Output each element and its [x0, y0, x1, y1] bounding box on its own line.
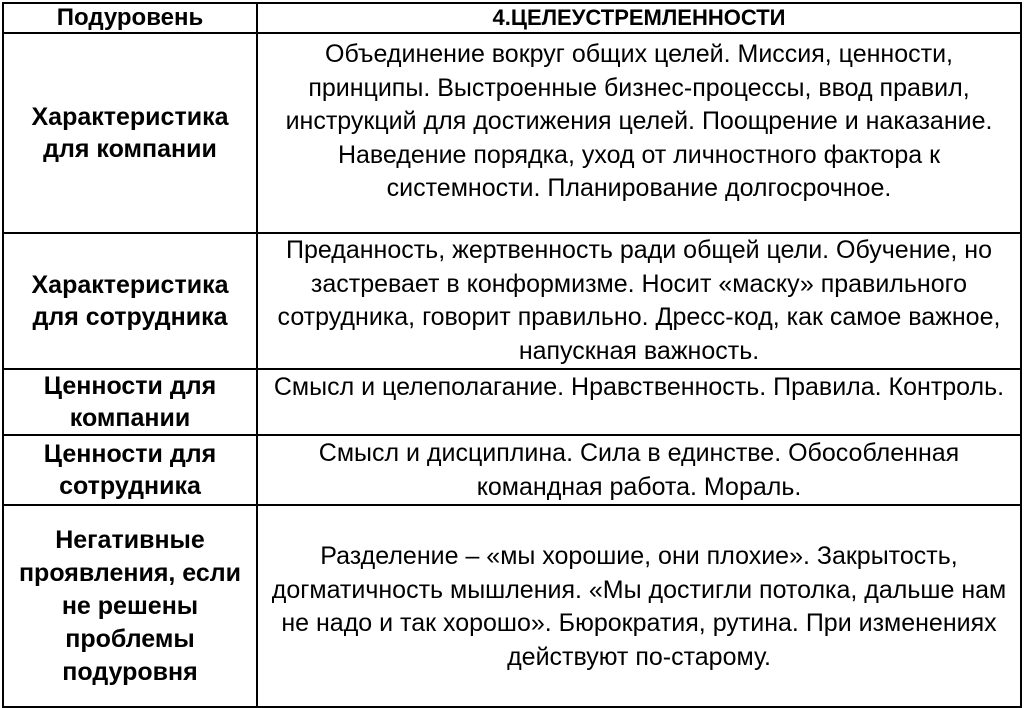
table-row — [3, 369, 1021, 435]
row-text-employee-values: Смысл и дисциплина. Сила в единстве. Обособленная командная работа. Мораль. — [257, 435, 1021, 505]
table-row — [3, 233, 1021, 369]
header-level-title: 4.ЦЕЛЕУСТРЕМЛЕННОСТИ — [257, 3, 1021, 33]
row-text-company-values: Смысл и целеполагание. Нравственность. Правила. Контроль. — [257, 369, 1021, 435]
row-label-employee-values: Ценности для сотрудника — [3, 435, 257, 505]
header-sublevel-label: Подуровень — [3, 3, 257, 33]
row-label-company-values: Ценности для компании — [3, 369, 257, 435]
row-text-negative-manifestations: Разделение – «мы хорошие, они плохие». Закрытость, догматичность мышления. «Мы достигли потолка, дальше нам не надо и так хорошо». Бюрократия, рутина. При изменениях действуют по-старому. — [257, 505, 1021, 707]
row-label-negative-manifestations: Негативные проявления, если не решены проблемы подуровня — [3, 505, 257, 707]
row-label-employee-characteristic: Характеристика для сотрудника — [3, 233, 257, 369]
row-label-company-characteristic: Характеристика для компании — [3, 33, 257, 233]
table-row — [3, 505, 1021, 707]
table-row — [3, 435, 1021, 505]
table-header-row — [3, 3, 1021, 33]
row-text-company-characteristic: Объединение вокруг общих целей. Миссия, ценности, принципы. Выстроенные бизнес-процессы, ввод правил, инструкций для достижения целей. Поощрение и наказание. Наведение порядка, уход от личностного фактора к системности. Планирование долгосрочное. — [257, 33, 1021, 233]
table-row — [3, 33, 1021, 233]
row-text-employee-characteristic: Преданность, жертвенность ради общей цели. Обучение, но застревает в конформизме. Носит «маску» правильного сотрудника, говорит правильно. Дресс-код, как самое важное, напускная важность. — [257, 233, 1021, 369]
sublevel-table — [2, 2, 1022, 708]
